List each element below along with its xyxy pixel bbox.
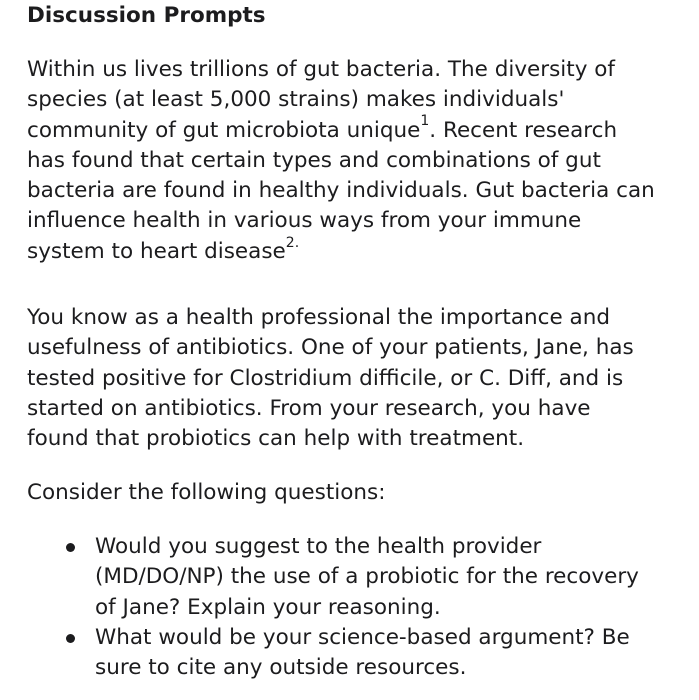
paragraph-line: Within us lives trillions of gut bacteria. The diversity of [27,57,615,82]
paragraph-line [27,234,677,267]
bullet-icon [66,543,75,552]
line-text: community of gut microbiota unique [27,117,421,143]
scenario-paragraph [27,303,677,454]
paragraph-line: influence health in various ways from your immune [27,208,582,234]
page-title: Discussion Prompts [27,3,266,28]
question-line: Would you suggest to the health provider [95,534,542,559]
question-line: of Jane? Explain your reasoning. [95,594,441,620]
line-text: system to heart disease [27,238,286,264]
paragraph-line: found that probiotics can help with treatment. [27,426,525,452]
paragraph-line: Consider the following questions: [27,480,386,505]
bullet-icon [66,634,75,643]
list-item [27,623,677,684]
paragraph-line: has found that certain types and combinations of gut [27,147,601,173]
paragraph-line [27,113,677,146]
footnote-ref-1: 1 [420,113,430,130]
question-line: sure to cite any outside resources. [95,655,467,681]
paragraph-line: started on antibiotics. From your research, you have [27,395,591,421]
paragraph-line: usefulness of antibiotics. One of your patients, Jane, has [27,335,634,361]
line-text: . Recent research [429,117,618,143]
question-line: What would be your science-based argument? Be [95,624,630,650]
intro-paragraph [27,55,677,267]
questions-list [27,532,677,683]
paragraph-line: You know as a health professional the importance and [27,305,610,330]
paragraph-line: bacteria are found in healthy individuals. Gut bacteria can [27,178,655,204]
footnote-ref-2: 2. [285,234,300,251]
list-item [27,532,677,623]
paragraph-line: species (at least 5,000 strains) makes individuals' [27,87,565,113]
paragraph-line: tested positive for Clostridium difficile, or C. Diff, and is [27,365,624,391]
questions-intro [27,478,677,508]
question-line: (MD/DO/NP) the use of a probiotic for the recovery [95,564,639,590]
